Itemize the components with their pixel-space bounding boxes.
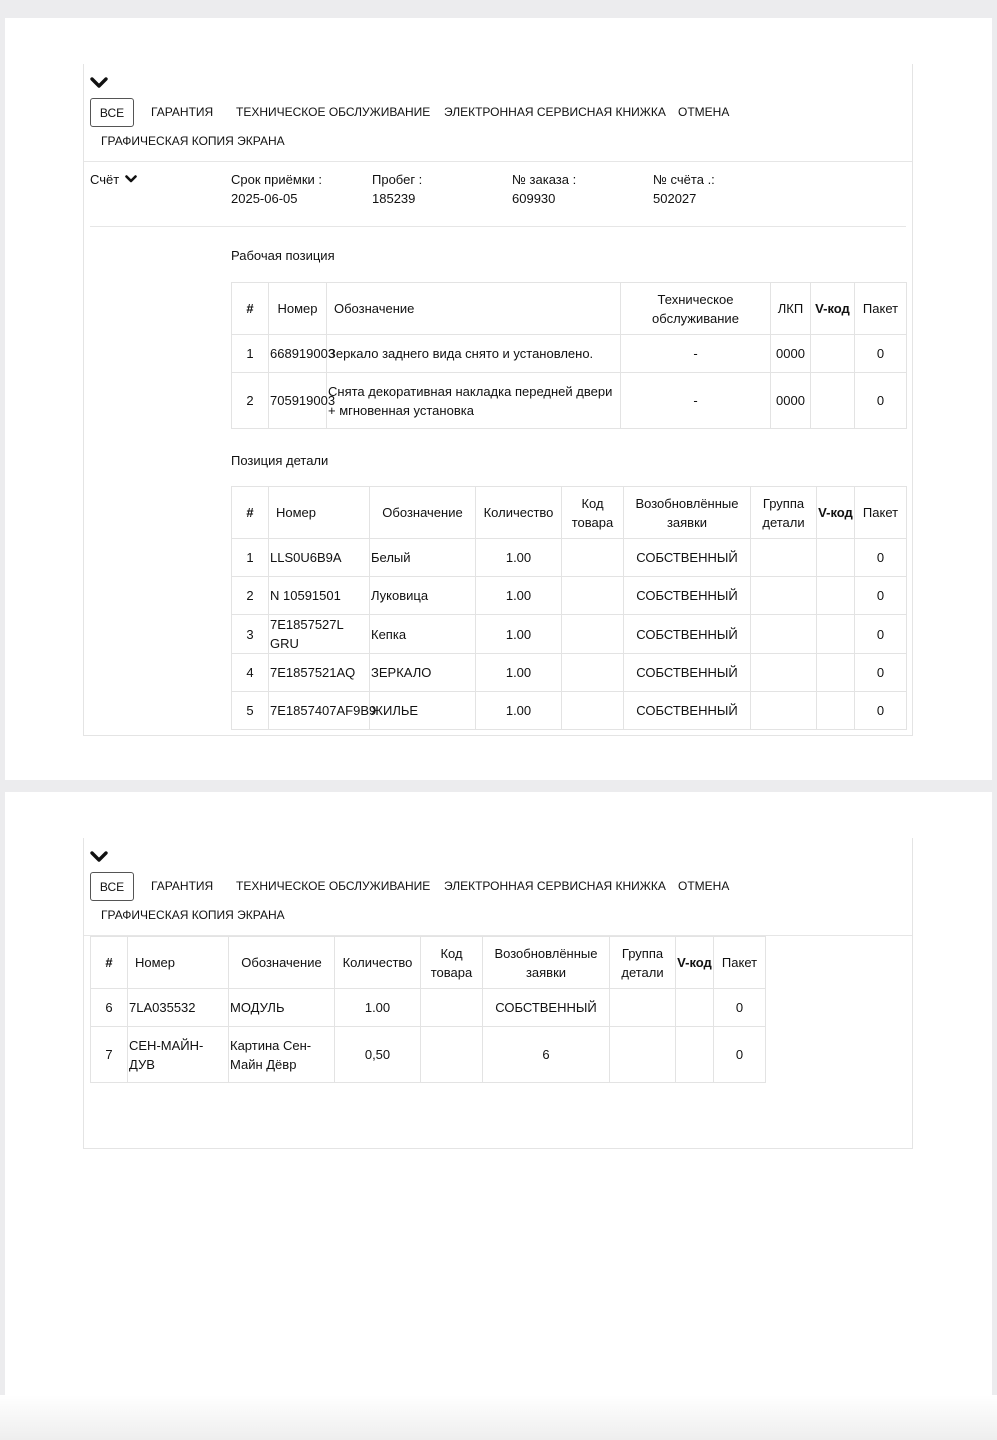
parts-cell-part-group — [751, 654, 817, 692]
work-col-v-code: V-код — [811, 283, 855, 335]
parts-col-renewed-requests: Возобновлённые заявки — [483, 937, 610, 989]
work-cell-v-code — [811, 373, 855, 429]
parts-cell-v-code — [676, 989, 714, 1027]
table-row — [232, 654, 907, 692]
table-row — [232, 577, 907, 615]
parts-cell-index: 7 — [91, 1027, 128, 1083]
work-table-header — [232, 283, 907, 335]
parts-cell-renewed-requests: СОБСТВЕННЫЙ — [624, 615, 751, 654]
parts-col-designation: Обозначение — [370, 487, 476, 539]
parts-cell-package: 0 — [855, 654, 907, 692]
work-cell-designation: Снята декоративная накладка передней двери + мгновенная установка — [327, 373, 621, 429]
parts-cell-package: 0 — [714, 1027, 766, 1083]
parts-cell-designation: Картина Сен-Майн Дёвр — [229, 1027, 335, 1083]
parts-col-renewed-requests: Возобновлённые заявки — [624, 487, 751, 539]
tab-screen-copy[interactable]: ГРАФИЧЕСКАЯ КОПИЯ ЭКРАНА — [101, 908, 285, 922]
invoice-toggle-label: Счёт — [90, 172, 120, 187]
table-row — [91, 989, 766, 1027]
work-cell-number: 705919003 — [269, 373, 327, 429]
parts-cell-product-code — [562, 654, 624, 692]
work-cell-lkp: 0000 — [771, 373, 811, 429]
parts-cell-number: 7E1857521AQ — [269, 654, 370, 692]
work-cell-designation: Зеркало заднего вида снято и установлено. — [327, 335, 621, 373]
parts-cell-part-group — [610, 1027, 676, 1083]
parts-cell-number: 7E1857407AF9B9 — [269, 692, 370, 730]
parts-cell-part-group — [751, 615, 817, 654]
parts-col-product-code: Код товара — [562, 487, 624, 539]
parts-cell-product-code — [562, 577, 624, 615]
parts-col-number: Номер — [128, 937, 229, 989]
parts-col-v-code: V-код — [676, 937, 714, 989]
parts-cell-product-code — [421, 989, 483, 1027]
page-screenshot-2 — [5, 792, 992, 1440]
tab-cancel[interactable]: ОТМЕНА — [678, 105, 730, 119]
parts-cell-designation: Белый — [370, 539, 476, 577]
parts-col-v-code: V-код — [817, 487, 855, 539]
field-order-number-value: 609930 — [512, 191, 556, 206]
work-cell-index: 1 — [232, 335, 269, 373]
page-screenshot-1 — [5, 18, 992, 780]
work-cell-package: 0 — [855, 373, 907, 429]
parts-cell-package: 0 — [855, 615, 907, 654]
parts-cell-number: LLS0U6B9A — [269, 539, 370, 577]
parts-col-quantity: Количество — [476, 487, 562, 539]
work-col-lkp: ЛКП — [771, 283, 811, 335]
tab-screen-copy[interactable]: ГРАФИЧЕСКАЯ КОПИЯ ЭКРАНА — [101, 134, 285, 148]
parts-cell-product-code — [562, 615, 624, 654]
parts-cell-quantity: 1.00 — [476, 577, 562, 615]
tab-maintenance[interactable]: ТЕХНИЧЕСКОЕ ОБСЛУЖИВАНИЕ — [236, 105, 431, 119]
parts-cell-part-group — [751, 577, 817, 615]
parts-cell-product-code — [421, 1027, 483, 1083]
parts-cell-index: 4 — [232, 654, 269, 692]
parts-table-continued — [90, 936, 766, 1083]
parts-cell-package: 0 — [855, 577, 907, 615]
parts-cell-index: 1 — [232, 539, 269, 577]
work-cell-maintenance: - — [621, 373, 771, 429]
field-invoice-number-value: 502027 — [653, 191, 697, 206]
table-row — [232, 615, 907, 654]
work-cell-lkp: 0000 — [771, 335, 811, 373]
parts-cell-v-code — [817, 539, 855, 577]
parts-cell-product-code — [562, 539, 624, 577]
work-col-number: Номер — [269, 283, 327, 335]
chevron-down-icon[interactable] — [90, 76, 108, 90]
parts-cell-index: 5 — [232, 692, 269, 730]
work-col-designation: Обозначение — [327, 283, 621, 335]
tab-cancel[interactable]: ОТМЕНА — [678, 879, 730, 893]
parts-cell-product-code — [562, 692, 624, 730]
work-cell-maintenance: - — [621, 335, 771, 373]
chevron-down-icon[interactable] — [90, 850, 108, 864]
work-col-maintenance: Техническое обслуживание — [621, 283, 771, 335]
work-col-package: Пакет — [855, 283, 907, 335]
parts-cell-part-group — [610, 989, 676, 1027]
parts-cell-part-group — [751, 539, 817, 577]
parts-cell-package: 0 — [714, 989, 766, 1027]
parts-col-package: Пакет — [714, 937, 766, 989]
parts-cell-renewed-requests: СОБСТВЕННЫЙ — [624, 539, 751, 577]
parts-cell-v-code — [817, 654, 855, 692]
parts-cell-package: 0 — [855, 539, 907, 577]
tab-e-service-book[interactable]: ЭЛЕКТРОННАЯ СЕРВИСНАЯ КНИЖКА — [444, 879, 666, 893]
parts-col-designation: Обозначение — [229, 937, 335, 989]
tab-maintenance[interactable]: ТЕХНИЧЕСКОЕ ОБСЛУЖИВАНИЕ — [236, 879, 431, 893]
table-row — [232, 373, 907, 429]
work-cell-v-code — [811, 335, 855, 373]
parts-col-part-group: Группа детали — [751, 487, 817, 539]
field-acceptance-date-value: 2025-06-05 — [231, 191, 298, 206]
parts-cell-package: 0 — [855, 692, 907, 730]
table-row — [91, 1027, 766, 1083]
parts-cell-quantity: 0,50 — [335, 1027, 421, 1083]
work-cell-index: 2 — [232, 373, 269, 429]
tab-warranty[interactable]: ГАРАНТИЯ — [151, 879, 214, 893]
work-positions-table — [231, 282, 907, 429]
tabs-divider — [84, 161, 912, 162]
parts-cell-v-code — [817, 615, 855, 654]
parts-cell-index: 6 — [91, 989, 128, 1027]
parts-cell-quantity: 1.00 — [335, 989, 421, 1027]
parts-cell-v-code — [817, 692, 855, 730]
parts-cell-index: 3 — [232, 615, 269, 654]
parts-cell-designation: ЖИЛЬЕ — [370, 692, 476, 730]
invoice-divider — [90, 226, 906, 227]
parts-col-index: # — [232, 487, 269, 539]
service-record-card — [83, 64, 913, 736]
parts-cell-designation: МОДУЛЬ — [229, 989, 335, 1027]
parts-cell-renewed-requests: СОБСТВЕННЫЙ — [624, 654, 751, 692]
field-mileage-value: 185239 — [372, 191, 416, 206]
parts-col-index: # — [91, 937, 128, 989]
field-invoice-number-label: № счёта .: — [653, 172, 715, 187]
parts-cell-designation: ЗЕРКАЛО — [370, 654, 476, 692]
tab-all[interactable]: ВСЕ — [90, 872, 134, 901]
parts-cell-renewed-requests: СОБСТВЕННЫЙ — [624, 692, 751, 730]
parts-table-header — [232, 487, 907, 539]
work-cell-number: 668919003 — [269, 335, 327, 373]
field-acceptance-date-label: Срок приёмки : — [231, 172, 323, 187]
parts-cell-number: 7LA035532 — [128, 989, 229, 1027]
parts-col-number: Номер — [269, 487, 370, 539]
parts-cell-quantity: 1.00 — [476, 654, 562, 692]
parts-cell-quantity: 1.00 — [476, 539, 562, 577]
parts-cell-number: СЕН-МАЙН-ДУВ — [128, 1027, 229, 1083]
tab-warranty[interactable]: ГАРАНТИЯ — [151, 105, 214, 119]
table-row — [232, 335, 907, 373]
parts-col-quantity: Количество — [335, 937, 421, 989]
parts-cell-number: 7E1857527L GRU — [269, 615, 370, 654]
service-record-card-continued — [83, 838, 913, 1149]
parts-cell-renewed-requests: 6 — [483, 1027, 610, 1083]
tab-e-service-book[interactable]: ЭЛЕКТРОННАЯ СЕРВИСНАЯ КНИЖКА — [444, 105, 666, 119]
field-mileage-label: Пробег : — [372, 172, 423, 187]
work-col-index: # — [232, 283, 269, 335]
parts-col-part-group: Группа детали — [610, 937, 676, 989]
parts-cell-designation: Кепка — [370, 615, 476, 654]
tab-all[interactable]: ВСЕ — [90, 98, 134, 127]
table-row — [232, 692, 907, 730]
parts-cell-index: 2 — [232, 577, 269, 615]
parts-cell-renewed-requests: СОБСТВЕННЫЙ — [624, 577, 751, 615]
parts-cell-quantity: 1.00 — [476, 692, 562, 730]
parts-cell-v-code — [676, 1027, 714, 1083]
parts-table — [231, 486, 907, 730]
parts-col-package: Пакет — [855, 487, 907, 539]
field-order-number-label: № заказа : — [512, 172, 577, 187]
bottom-fade — [0, 1395, 997, 1440]
work-cell-package: 0 — [855, 335, 907, 373]
parts-cell-quantity: 1.00 — [476, 615, 562, 654]
invoice-toggle[interactable] — [90, 172, 137, 187]
parts-table-header — [91, 937, 766, 989]
parts-cell-part-group — [751, 692, 817, 730]
parts-section-title: Позиция детали — [231, 453, 329, 468]
parts-col-product-code: Код товара — [421, 937, 483, 989]
work-section-title: Рабочая позиция — [231, 248, 335, 263]
parts-cell-number: N 10591501 — [269, 577, 370, 615]
chevron-down-icon — [125, 174, 137, 184]
table-row — [232, 539, 907, 577]
parts-cell-v-code — [817, 577, 855, 615]
parts-cell-designation: Луковица — [370, 577, 476, 615]
parts-cell-renewed-requests: СОБСТВЕННЫЙ — [483, 989, 610, 1027]
